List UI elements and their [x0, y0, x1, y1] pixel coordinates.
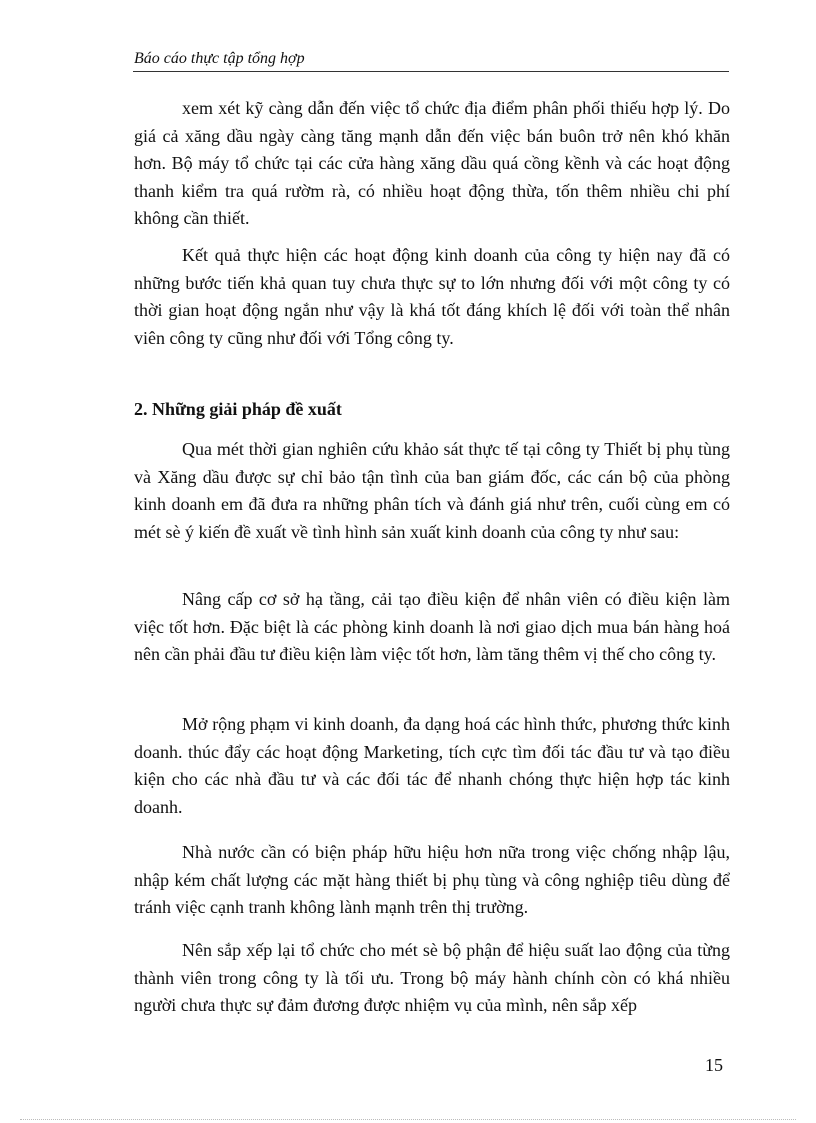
paragraph-state-measures [134, 839, 730, 922]
page-number: 15 [705, 1055, 723, 1075]
paragraph-text: Qua mét thời gian nghiên cứu khảo sát thực tế tại công ty Thiết bị phụ tùng và Xăng dầu được sự chỉ bảo tận tình của ban giám đốc, các cán bộ của phòng kinh doanh em đã đưa ra những phân tích và đánh giá như trên, cuối cùng em có mét sè ý kiến đề xuất về tình hình sản xuất kinh doanh của công ty như sau: [134, 439, 730, 542]
paragraph-research-intro [134, 436, 730, 546]
paragraph-distribution-issues [134, 95, 730, 233]
header-rule [133, 71, 729, 72]
paragraph-text: Kết quả thực hiện các hoạt động kinh doanh của công ty hiện nay đã có những bước tiến khả quan tuy chưa thực sự to lớn nhưng đối với một công ty có thời gian hoạt động ngắn như vậy là khá tốt đáng khích lệ đối với toàn thể nhân viên công ty cũng như đối với Tổng công ty. [134, 245, 730, 348]
paragraph-infrastructure [134, 586, 730, 669]
paragraph-text: Nâng cấp cơ sở hạ tầng, cải tạo điều kiện để nhân viên có điều kiện làm việc tốt hơn. Đặc biệt là các phòng kinh doanh là nơi giao dịch mua bán hàng hoá nên cần phải đầu tư điều kiện làm việc tốt hơn, làm tăng thêm vị thế cho công ty. [134, 589, 730, 665]
page-bottom-divider [20, 1119, 796, 1120]
paragraph-text: Nhà nước cần có biện pháp hữu hiệu hơn nữa trong việc chống nhập lậu, nhập kém chất lượng các mặt hàng thiết bị phụ tùng và công nghiệp tiêu dùng để tránh việc cạnh tranh không lành mạnh trên thị trường. [134, 842, 730, 918]
paragraph-reorganization [134, 937, 730, 1020]
paragraph-text: Nên sắp xếp lại tổ chức cho mét sè bộ phận để hiệu suất lao động của từng thành viên trong công ty là tối ưu. Trong bộ máy hành chính còn có khá nhiều người chưa thực sự đảm đương được nhiệm vụ của mình, nên sắp xếp [134, 940, 730, 1016]
paragraph-business-results [134, 242, 730, 352]
running-header: Báo cáo thực tập tổng hợp [134, 50, 305, 67]
paragraph-expand-business [134, 711, 730, 821]
section-heading: 2. Những giải pháp đề xuất [134, 399, 342, 419]
paragraph-text: xem xét kỹ càng dẫn đến việc tổ chức địa điểm phân phối thiếu hợp lý. Do giá cả xăng dầu ngày càng tăng mạnh dẫn đến việc bán buôn trở nên khó khăn hơn. Bộ máy tổ chức tại các cửa hàng xăng dầu quá cồng kềnh và các hoạt động thanh kiểm tra quá rườm rà, có nhiều hoạt động thừa, tốn thêm nhiều chi phí không cần thiết. [134, 98, 730, 229]
paragraph-text: Mở rộng phạm vi kinh doanh, đa dạng hoá các hình thức, phương thức kinh doanh. thúc đẩy các hoạt động Marketing, tích cực tìm đối tác đầu tư và tạo điều kiện cho các nhà đầu tư và các đối tác để nhanh chóng thực hiện hợp tác kinh doanh. [134, 714, 730, 817]
